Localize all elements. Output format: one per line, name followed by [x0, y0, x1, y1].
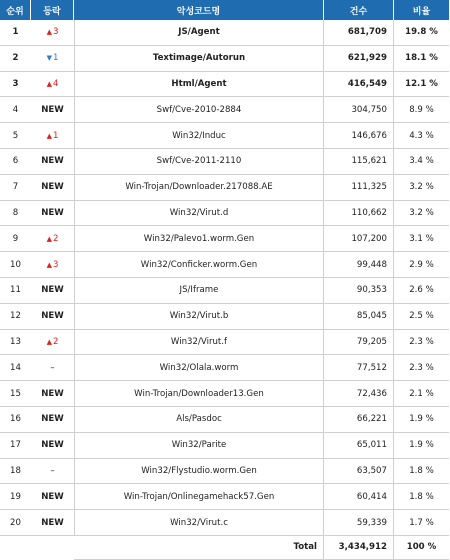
rank-cell: 20: [0, 510, 31, 536]
malware-name-cell: Win32/Virut.c: [74, 510, 324, 536]
table-row: [0, 72, 449, 98]
rank-cell: 2: [0, 46, 31, 72]
table-row: [0, 381, 449, 407]
arrow-up-icon: ▲: [46, 131, 52, 140]
arrow-down-icon: ▼: [46, 54, 52, 63]
malware-name-cell: Html/Agent: [74, 72, 324, 98]
change-value: 3: [52, 27, 59, 38]
change-cell: [31, 484, 74, 510]
change-cell: [31, 433, 74, 459]
count-cell: 59,339: [324, 510, 394, 536]
table-row: [0, 484, 449, 510]
count-cell: 304,750: [324, 97, 394, 123]
change-cell: [31, 201, 74, 227]
change-value: 1: [52, 130, 59, 141]
malware-name-cell: Win32/Conficker.worm.Gen: [74, 252, 324, 278]
new-badge: NEW: [41, 156, 64, 167]
table-row: [0, 123, 449, 149]
ratio-cell: 2.9 %: [394, 252, 449, 278]
rank-cell: 15: [0, 381, 31, 407]
malware-name-cell: Win32/Flystudio.worm.Gen: [74, 459, 324, 485]
malware-name-cell: Win32/Virut.b: [74, 304, 324, 330]
rank-cell: 11: [0, 278, 31, 304]
new-badge: NEW: [41, 104, 64, 115]
ratio-cell: 3.2 %: [394, 175, 449, 201]
change-cell: [31, 381, 74, 407]
change-cell: [31, 97, 74, 123]
table-row: [0, 304, 449, 330]
no-change-mark: –: [50, 362, 55, 373]
change-value: 2: [52, 336, 59, 347]
table-row: [0, 20, 449, 46]
malware-name-cell: Win32/Parite: [74, 433, 324, 459]
table-row: [0, 407, 449, 433]
no-change-mark: –: [50, 465, 55, 476]
change-value: 1: [52, 53, 59, 64]
table-row: [0, 226, 449, 252]
change-value: 2: [52, 233, 59, 244]
rank-cell: 4: [0, 97, 31, 123]
table-row: [0, 149, 449, 175]
count-cell: 107,200: [324, 226, 394, 252]
ratio-cell: 1.8 %: [394, 484, 449, 510]
header-change: 등락: [31, 0, 74, 20]
malware-name-cell: JS/Agent: [74, 20, 324, 46]
ratio-cell: 1.8 %: [394, 459, 449, 485]
ratio-cell: 2.3 %: [394, 355, 449, 381]
new-badge: NEW: [41, 414, 64, 425]
change-cell: [31, 72, 74, 98]
arrow-up-icon: ▲: [46, 337, 52, 346]
change-cell: [31, 226, 74, 252]
change-cell: [31, 278, 74, 304]
new-badge: NEW: [41, 285, 64, 296]
rank-cell: 8: [0, 201, 31, 227]
table-row: [0, 330, 449, 356]
count-cell: 99,448: [324, 252, 394, 278]
table-row: [0, 252, 449, 278]
table-row: [0, 459, 449, 485]
malware-name-cell: Win32/Olala.worm: [74, 355, 324, 381]
table-row: [0, 355, 449, 381]
rank-cell: 6: [0, 149, 31, 175]
count-cell: 111,325: [324, 175, 394, 201]
count-cell: 621,929: [324, 46, 394, 72]
total-row: [0, 536, 449, 560]
malware-name-cell: Win32/Virut.d: [74, 201, 324, 227]
change-cell: [31, 459, 74, 485]
rank-cell: 7: [0, 175, 31, 201]
arrow-up-icon: ▲: [46, 260, 52, 269]
malware-name-cell: Win32/Virut.f: [74, 330, 324, 356]
change-value: 4: [52, 78, 59, 89]
malware-name-cell: Win-Trojan/Onlinegamehack57.Gen: [74, 484, 324, 510]
malware-name-cell: Swf/Cve-2010-2884: [74, 97, 324, 123]
ratio-cell: 1.9 %: [394, 407, 449, 433]
rank-cell: 17: [0, 433, 31, 459]
ratio-cell: 3.2 %: [394, 201, 449, 227]
change-cell: [31, 304, 74, 330]
rank-cell: 13: [0, 330, 31, 356]
rank-cell: 9: [0, 226, 31, 252]
rank-cell: 16: [0, 407, 31, 433]
total-ratio: 100 %: [394, 536, 449, 560]
malware-name-cell: Win-Trojan/Downloader.217088.AE: [74, 175, 324, 201]
change-cell: [31, 510, 74, 536]
change-cell: [31, 355, 74, 381]
ratio-cell: 2.5 %: [394, 304, 449, 330]
count-cell: 72,436: [324, 381, 394, 407]
change-cell: [31, 407, 74, 433]
count-cell: 681,709: [324, 20, 394, 46]
ratio-cell: 4.3 %: [394, 123, 449, 149]
change-cell: [31, 252, 74, 278]
count-cell: 85,045: [324, 304, 394, 330]
rank-cell: 1: [0, 20, 31, 46]
change-cell: [31, 175, 74, 201]
count-cell: 146,676: [324, 123, 394, 149]
ratio-cell: 2.3 %: [394, 330, 449, 356]
new-badge: NEW: [41, 491, 64, 502]
total-label: Total: [74, 536, 324, 560]
table-row: [0, 201, 449, 227]
count-cell: 66,221: [324, 407, 394, 433]
change-cell: [31, 123, 74, 149]
ratio-cell: 3.4 %: [394, 149, 449, 175]
arrow-up-icon: ▲: [46, 79, 52, 88]
rank-cell: 18: [0, 459, 31, 485]
rank-cell: 14: [0, 355, 31, 381]
malware-name-cell: JS/Iframe: [74, 278, 324, 304]
total-count: 3,434,912: [324, 536, 394, 560]
new-badge: NEW: [41, 311, 64, 322]
ratio-cell: 2.6 %: [394, 278, 449, 304]
table-row: [0, 278, 449, 304]
table-row: [0, 433, 449, 459]
count-cell: 416,549: [324, 72, 394, 98]
new-badge: NEW: [41, 388, 64, 399]
count-cell: 90,353: [324, 278, 394, 304]
ratio-cell: 18.1 %: [394, 46, 449, 72]
rank-cell: 5: [0, 123, 31, 149]
new-badge: NEW: [41, 440, 64, 451]
total-blank: [31, 536, 74, 560]
rank-cell: 19: [0, 484, 31, 510]
new-badge: NEW: [41, 207, 64, 218]
total-blank: [0, 536, 31, 560]
rank-cell: 10: [0, 252, 31, 278]
change-value: 3: [52, 259, 59, 270]
ratio-cell: 2.1 %: [394, 381, 449, 407]
count-cell: 77,512: [324, 355, 394, 381]
malware-name-cell: Win32/Palevo1.worm.Gen: [74, 226, 324, 252]
arrow-up-icon: ▲: [46, 234, 52, 243]
malware-name-cell: Swf/Cve-2011-2110: [74, 149, 324, 175]
rank-cell: 12: [0, 304, 31, 330]
header-ratio: 비율: [394, 0, 449, 20]
header-count: 건수: [324, 0, 394, 20]
malware-name-cell: Als/Pasdoc: [74, 407, 324, 433]
ratio-cell: 12.1 %: [394, 72, 449, 98]
count-cell: 110,662: [324, 201, 394, 227]
table-row: [0, 97, 449, 123]
change-cell: [31, 46, 74, 72]
header-name: 악성코드명: [74, 0, 324, 20]
arrow-up-icon: ▲: [46, 28, 52, 37]
malware-name-cell: Win32/Induc: [74, 123, 324, 149]
change-cell: [31, 20, 74, 46]
ratio-cell: 1.9 %: [394, 433, 449, 459]
table-row: [0, 175, 449, 201]
change-cell: [31, 330, 74, 356]
ratio-cell: 1.7 %: [394, 510, 449, 536]
count-cell: 63,507: [324, 459, 394, 485]
change-cell: [31, 149, 74, 175]
count-cell: 79,205: [324, 330, 394, 356]
malware-name-cell: Textimage/Autorun: [74, 46, 324, 72]
ratio-cell: 3.1 %: [394, 226, 449, 252]
new-badge: NEW: [41, 517, 64, 528]
malware-name-cell: Win-Trojan/Downloader13.Gen: [74, 381, 324, 407]
new-badge: NEW: [41, 182, 64, 193]
ratio-cell: 8.9 %: [394, 97, 449, 123]
table-row: [0, 510, 449, 536]
ratio-cell: 19.8 %: [394, 20, 449, 46]
count-cell: 115,621: [324, 149, 394, 175]
count-cell: 60,414: [324, 484, 394, 510]
header-rank: 순위: [0, 0, 31, 20]
table-header-row: [0, 0, 449, 20]
table-row: [0, 46, 449, 72]
count-cell: 65,011: [324, 433, 394, 459]
rank-cell: 3: [0, 72, 31, 98]
